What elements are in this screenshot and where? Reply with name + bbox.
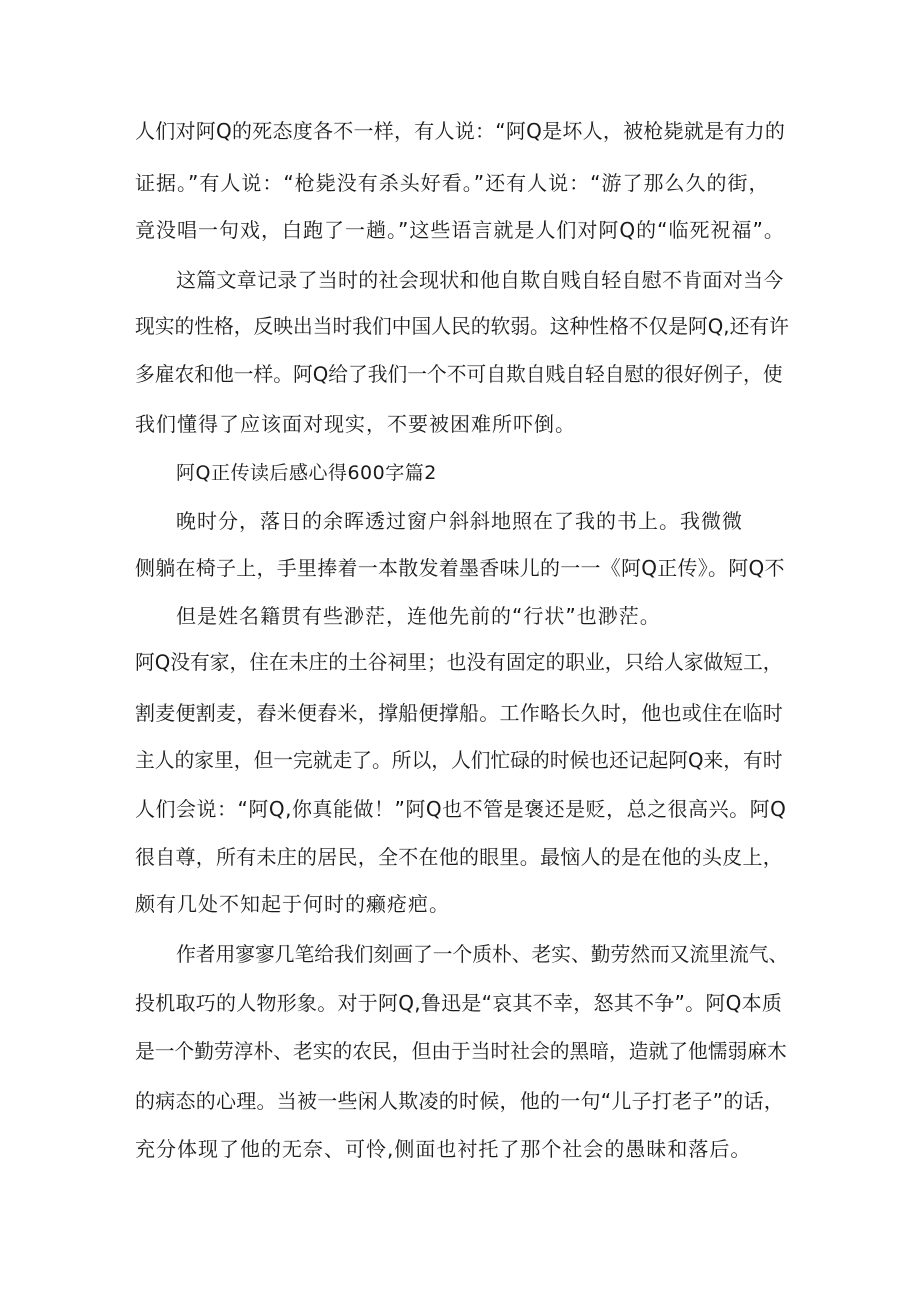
paragraph-line: 证据。”有人说：“枪毙没有杀头好看。”还有人说：“游了那么久的街， [135, 171, 770, 195]
paragraph-line: 的病态的心理。当被一些闲人欺凌的时候，他的一句“儿子打老子”的话， [135, 1089, 784, 1113]
paragraph-line: 充分体现了他的无奈、可怜,侧面也衬托了那个社会的愚昧和落后。 [135, 1137, 752, 1161]
paragraph-line: 主人的家里，但一完就走了。所以，人们忙碌的时候也还记起阿Q来，有时 [135, 749, 783, 772]
paragraph-line: 投机取巧的人物形象。对于阿Q,鲁迅是“哀其不幸，怒其不争”。阿Q本质 [135, 991, 783, 1015]
paragraph-line: 现实的性格，反映出当时我们中国人民的软弱。这种性格不仅是阿Q,还有许 [135, 315, 789, 338]
paragraph-line: 阿Q没有家，住在未庄的土谷祠里；也没有固定的职业，只给人家做短工， [135, 651, 783, 674]
paragraph-line: 颇有几处不知起于何时的癞疮疤。 [135, 892, 450, 916]
paragraph-line: 晚时分，落日的余晖透过窗户斜斜地照在了我的书上。我微微 [176, 509, 743, 533]
paragraph-line: 但是姓名籍贯有些渺茫，连他先前的“行状”也渺茫。 [176, 604, 661, 628]
paragraph-line: 人们对阿Q的死态度各不一样，有人说：“阿Q是坏人，被枪毙就是有力的 [135, 119, 786, 143]
paragraph-line: 我们懂得了应该面对现实，不要被困难所吓倒。 [135, 412, 576, 436]
paragraph-line: 竟没唱一句戏，白跑了一趟。”这些语言就是人们对阿Q的“临死祝福”。 [135, 218, 785, 242]
paragraph-line: 多雇农和他一样。阿Q给了我们一个不可自欺自贱自轻自慰的很好例子，使 [135, 363, 783, 386]
paragraph-line: 人们会说：“阿Q,你真能做！”阿Q也不管是褒还是贬，总之很高兴。阿Q [135, 797, 787, 821]
paragraph-line: 侧躺在椅子上，手里捧着一本散发着墨香味儿的一一《阿Q正传》。阿Q不 [135, 556, 785, 580]
paragraph-line: 作者用寥寥几笔给我们刻画了一个质朴、老实、勤劳然而又流里流气、 [176, 943, 789, 966]
paragraph-line: 很自尊，所有未庄的居民，全不在他的眼里。最恼人的是在他的头皮上， [135, 845, 783, 869]
paragraph-line: 割麦便割麦，舂米便舂米，撑船便撑船。工作略长久时，他也或住在临时 [135, 701, 783, 725]
paragraph-line: 这篇文章记录了当时的社会现状和他自欺自贱自轻自慰不肯面对当今 [176, 268, 784, 292]
paragraph-line: 是一个勤劳淳朴、老实的农民，但由于当时社会的黑暗，造就了他懦弱麻木 [135, 1040, 787, 1063]
section-heading: 阿Q正传读后感心得600字篇2 [176, 462, 437, 484]
